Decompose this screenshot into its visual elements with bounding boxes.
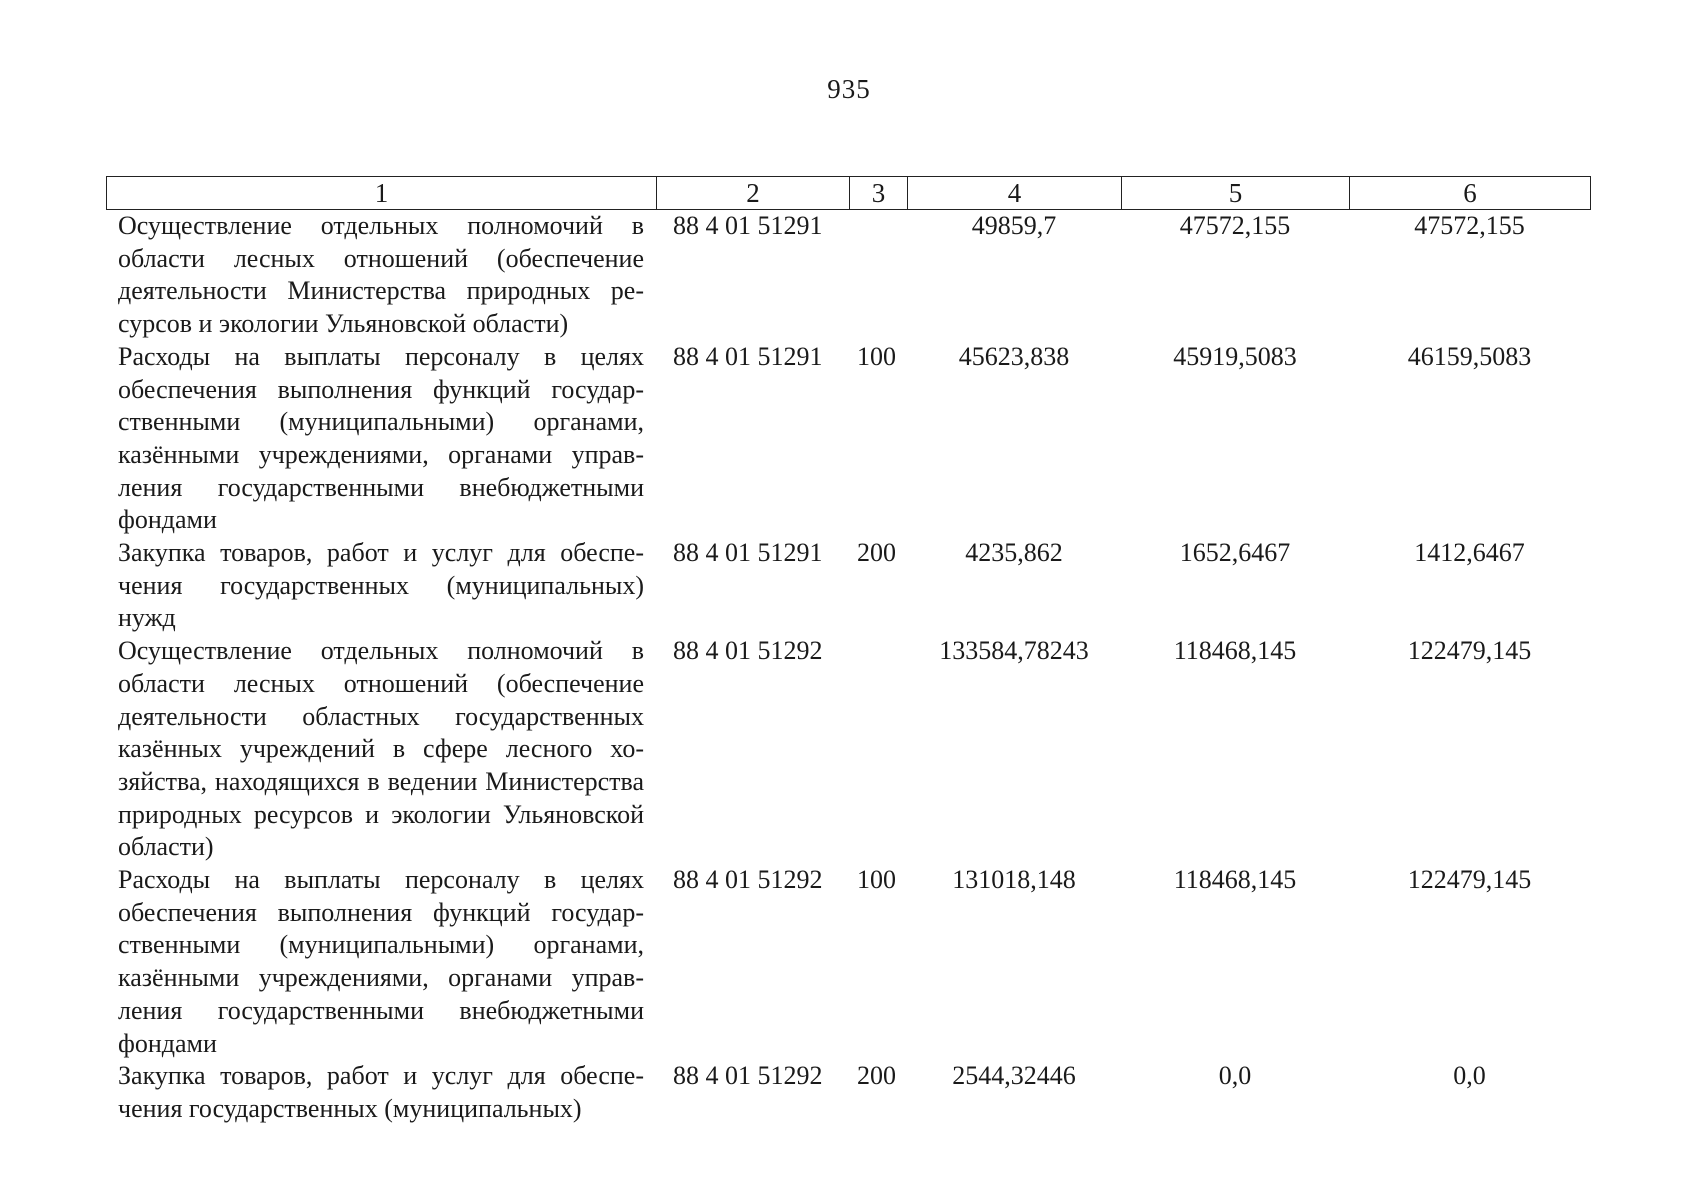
row-value-col4: 4235,862	[965, 538, 1063, 568]
row-description: Расходы на выплаты персоналу в целях обеспечения выполнения функций государственными (муниципальными) органами, казёнными учреждениями, органами управления государственными внебюджетными фондами	[118, 341, 644, 535]
table-row	[106, 341, 1590, 537]
row-value-col6: 46159,5083	[1407, 341, 1532, 371]
row-code: 88 4 01 51292	[673, 636, 823, 666]
table-row	[106, 1060, 1590, 1125]
row-value-col5: 118468,145	[1173, 865, 1297, 895]
row-expense-type	[849, 210, 907, 341]
row-code: 88 4 01 51291	[673, 211, 823, 240]
row-value-col4: 2544,32446	[952, 1061, 1076, 1091]
table-row	[106, 635, 1590, 864]
row-value-col5: 1652,6467	[1179, 538, 1291, 568]
row-description: Расходы на выплаты персоналу в целях обеспечения выполнения функций государственными (муниципальными) органами, казёнными учреждениями, органами управления государственными внебюджетными фондами	[118, 865, 644, 1058]
row-value-col6: 1412,6467	[1414, 538, 1525, 568]
header-cell-5: 5	[1122, 177, 1350, 210]
header-cell-3: 3	[850, 177, 908, 210]
header-cell-4: 4	[908, 177, 1122, 210]
header-cell-2: 2	[657, 177, 850, 210]
row-expense-type: 200	[857, 538, 896, 568]
row-code: 88 4 01 51291	[673, 341, 823, 371]
row-value-col5: 45919,5083	[1173, 341, 1297, 371]
row-value-col4: 45623,838	[958, 341, 1070, 371]
table-body	[106, 210, 1590, 1126]
row-value-col6: 122479,145	[1407, 865, 1532, 895]
row-description: Осуществление отдельных полномочий в области лесных отношений (обеспечение деятельности Министерства природных ресурсов и экологии Ульяновской области)	[118, 211, 644, 339]
row-description: Осуществление отдельных полномочий в области лесных отношений (обеспечение деятельности областных государственных казённых учреждений в сфере лесного хозяйства, находящихся в ведении Министерства природных ресурсов и экологии Ульяновской области)	[118, 636, 644, 862]
row-description: Закупка товаров, работ и услуг для обеспечения государственных (муниципальных) нужд	[118, 538, 644, 633]
header-row	[107, 177, 1591, 210]
row-expense-type: 100	[857, 865, 896, 895]
page-number: 935	[827, 74, 871, 104]
row-value-col4: 133584,78243	[939, 636, 1089, 666]
row-code: 88 4 01 51292	[673, 1061, 823, 1091]
row-description: Закупка товаров, работ и услуг для обеспечения государственных (муниципальных)	[118, 1061, 644, 1123]
row-value-col5: 0,0	[1218, 1061, 1252, 1091]
row-expense-type	[849, 635, 907, 864]
budget-table	[106, 176, 1590, 1126]
row-value-col4: 131018,148	[952, 865, 1076, 895]
row-value-col6: 47572,155	[1414, 211, 1525, 240]
table-row	[106, 210, 1590, 341]
row-expense-type: 200	[857, 1061, 896, 1091]
row-code: 88 4 01 51291	[673, 538, 823, 568]
header-cell-1: 1	[107, 177, 657, 210]
row-value-col4: 49859,7	[971, 211, 1057, 240]
row-value-col6: 0,0	[1453, 1061, 1486, 1091]
row-value-col5: 118468,145	[1173, 636, 1297, 666]
row-expense-type: 100	[857, 341, 896, 371]
table-row	[106, 537, 1590, 635]
row-value-col6: 122479,145	[1407, 636, 1532, 666]
row-code: 88 4 01 51292	[673, 865, 823, 895]
table-header	[106, 176, 1591, 210]
row-value-col5: 47572,155	[1179, 211, 1291, 240]
header-cell-6: 6	[1350, 177, 1591, 210]
table-row	[106, 864, 1590, 1060]
